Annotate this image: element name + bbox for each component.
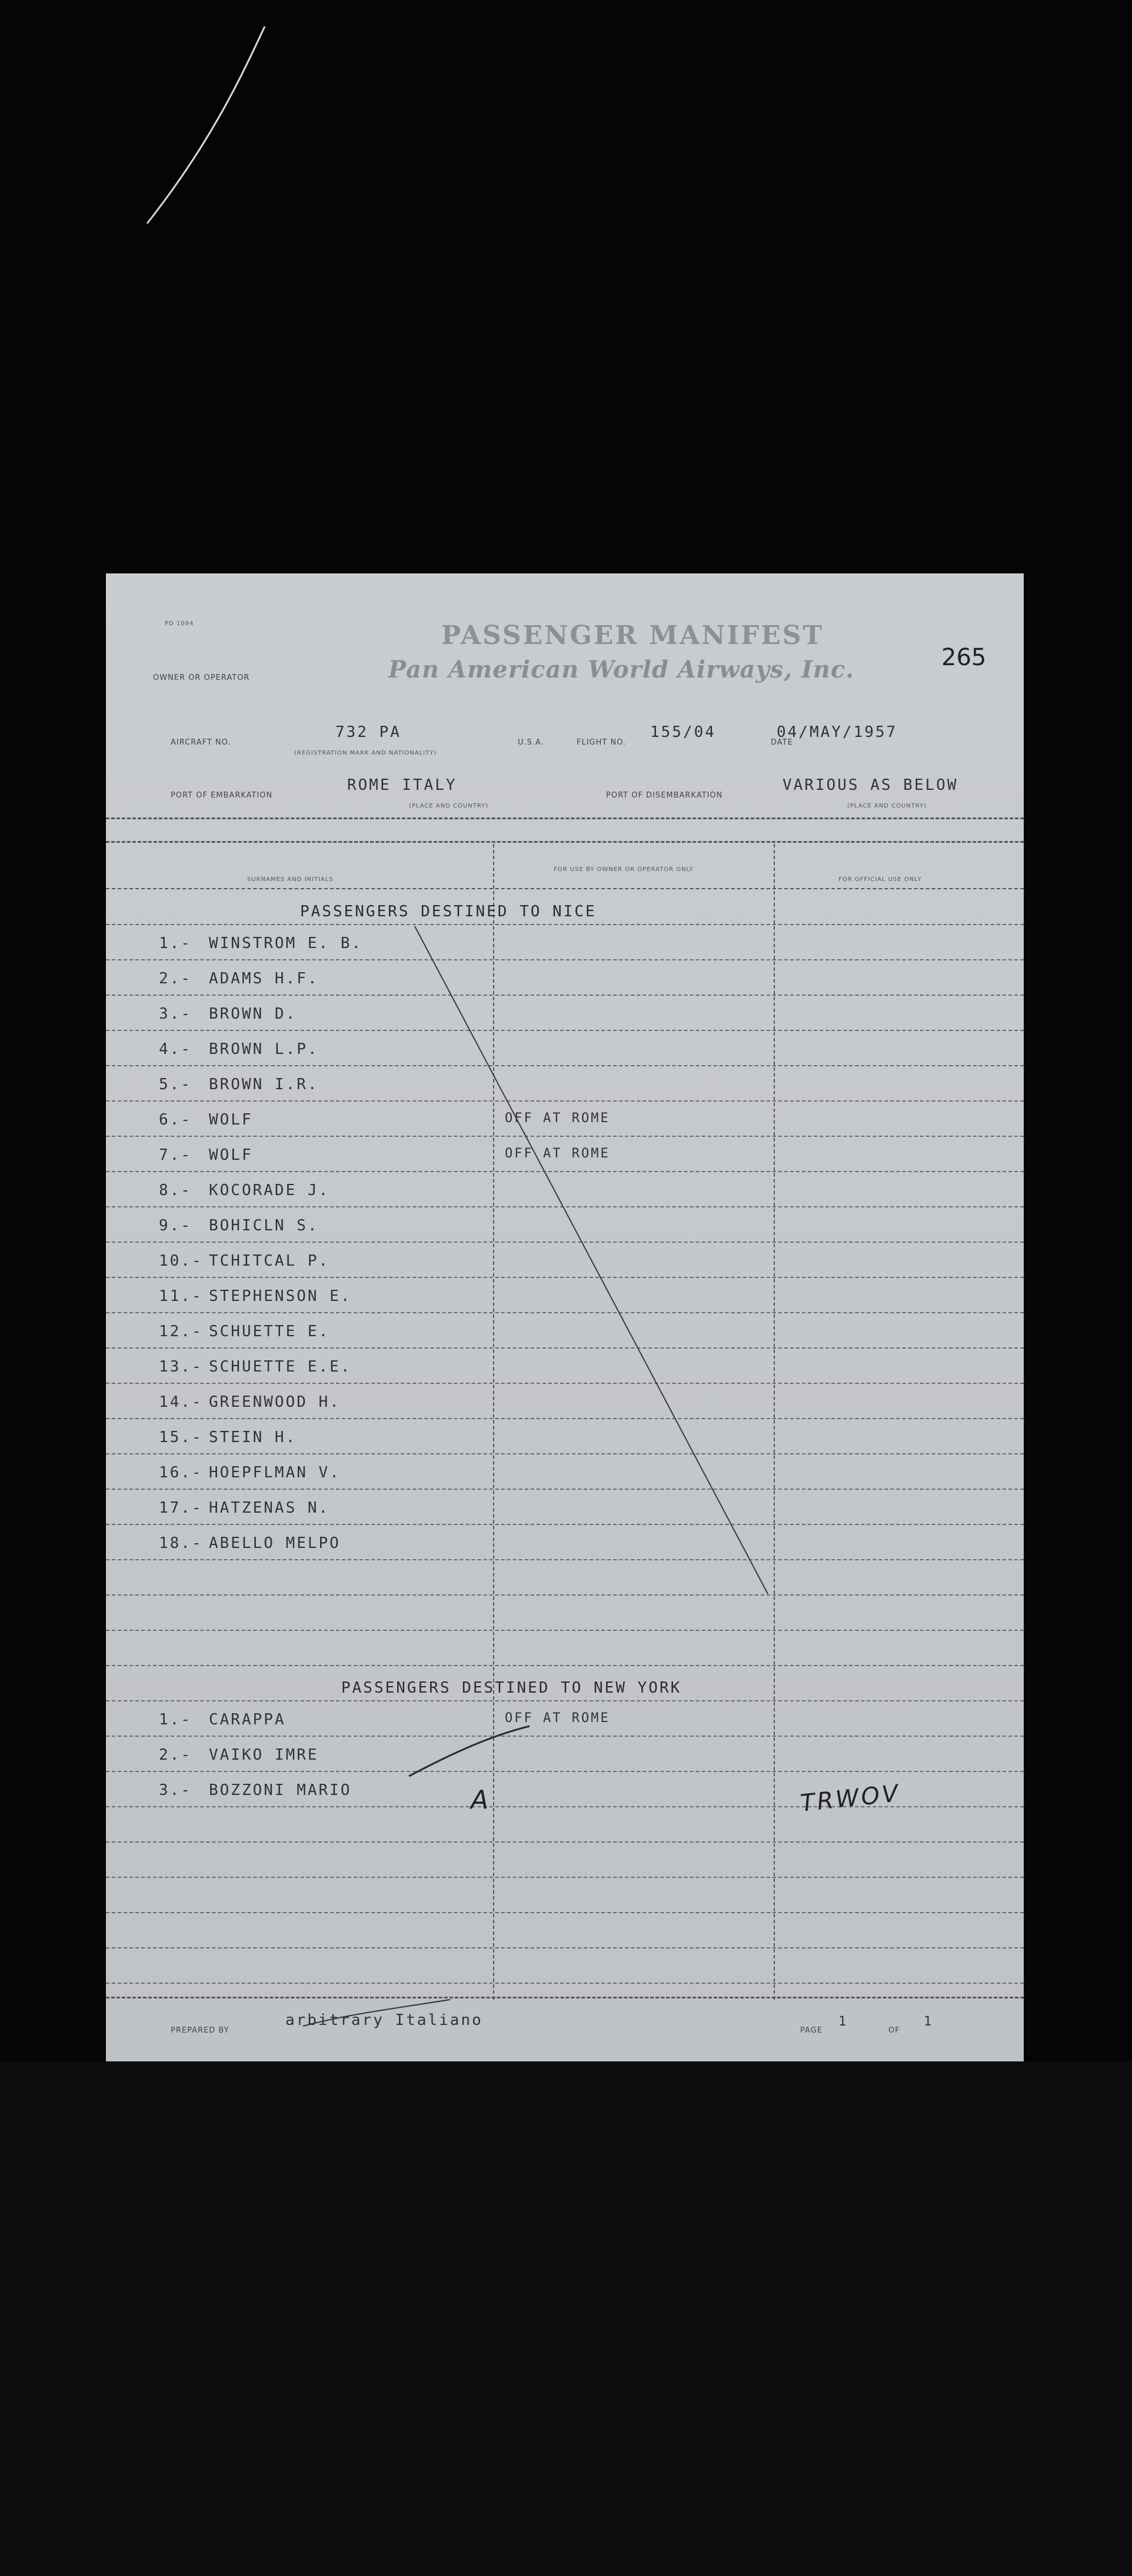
- passenger-row: 14.- GREENWOOD H.: [106, 1384, 1024, 1419]
- passenger-row: 3.- BOZZONI MARIO: [106, 1772, 1024, 1807]
- passenger-row: 13.- SCHUETTE E.E.: [106, 1349, 1024, 1384]
- passenger-manifest-sheet: [106, 573, 1024, 2061]
- passenger-row: 17.- HATZENAS N.: [106, 1490, 1024, 1525]
- document-number: 265: [941, 644, 987, 671]
- disembarkation-sublabel: (PLACE AND COUNTRY): [847, 803, 927, 809]
- date-label: DATE: [771, 738, 793, 747]
- owner-label: OWNER OR OPERATOR: [153, 673, 250, 682]
- company-name: Pan American World Airways, Inc.: [388, 656, 855, 683]
- passenger-row: 5.- BROWN I.R.: [106, 1066, 1024, 1102]
- manifest-title: PASSENGER MANIFEST: [441, 620, 824, 650]
- flight-label: FLIGHT NO.: [577, 738, 627, 747]
- of-label: OF: [888, 2026, 900, 2035]
- handwritten-mark-trwov: TRWOV: [799, 1780, 902, 1817]
- page-total: 1: [924, 2014, 934, 2029]
- film-background-bottom: [0, 2061, 1132, 2576]
- page-label: PAGE: [800, 2026, 823, 2035]
- embarkation-sublabel: (PLACE AND COUNTRY): [409, 803, 489, 809]
- embarkation-value: ROME ITALY: [347, 776, 457, 794]
- passenger-row: 16.- HOEPFLMAN V.: [106, 1454, 1024, 1490]
- passenger-row: 10.- TCHITCAL P.: [106, 1243, 1024, 1278]
- passenger-row: 1.- CARAPPA OFF AT ROME: [106, 1701, 1024, 1737]
- passenger-row: 11.- STEPHENSON E.: [106, 1278, 1024, 1313]
- passenger-row: 7.- WOLF OFF AT ROME: [106, 1137, 1024, 1172]
- disembarkation-label: PORT OF DISEMBARKATION: [606, 791, 723, 800]
- passenger-row: 15.- STEIN H.: [106, 1419, 1024, 1454]
- passenger-row: 8.- KOCORADE J.: [106, 1172, 1024, 1207]
- section-heading-nice: PASSENGERS DESTINED TO NICE: [300, 903, 597, 920]
- passenger-row: 9.- BOHICLN S.: [106, 1207, 1024, 1243]
- embarkation-label: PORT OF EMBARKATION: [171, 791, 273, 800]
- column-header-official-use: FOR OFFICIAL USE ONLY: [838, 876, 922, 883]
- passenger-row: 2.- ADAMS H.F.: [106, 960, 1024, 996]
- passenger-row: 1.- WINSTROM E. B.: [106, 925, 1024, 960]
- column-header-names: SURNAMES AND INITIALS: [247, 876, 334, 883]
- prepared-by-value: arbitrary Italiano: [285, 2011, 483, 2029]
- signature-stroke: [300, 1997, 453, 2032]
- form-code: PD 1094: [165, 620, 194, 627]
- passenger-row: 12.- SCHUETTE E.: [106, 1313, 1024, 1349]
- usa-label: U.S.A.: [518, 738, 544, 747]
- handwritten-mark-a: A: [471, 1785, 489, 1815]
- passenger-row: 4.- BROWN L.P.: [106, 1031, 1024, 1066]
- aircraft-sublabel: (REGISTRATION MARK AND NATIONALITY): [294, 750, 437, 756]
- passenger-row: 6.- WOLF OFF AT ROME: [106, 1102, 1024, 1137]
- section-heading-newyork: PASSENGERS DESTINED TO NEW YORK: [341, 1679, 682, 1697]
- aircraft-label: AIRCRAFT NO.: [171, 738, 231, 747]
- disembarkation-value: VARIOUS AS BELOW: [783, 776, 958, 794]
- date-value: 04/MAY/1957: [777, 723, 898, 741]
- page-number: 1: [838, 2014, 848, 2029]
- prepared-by-label: PREPARED BY: [171, 2026, 229, 2035]
- film-scratch-mark: [141, 24, 282, 235]
- flight-value: 155/04: [650, 723, 716, 741]
- passenger-row: 3.- BROWN D.: [106, 996, 1024, 1031]
- aircraft-value: 732 PA: [335, 723, 401, 741]
- passenger-row: 2.- VAIKO IMRE: [106, 1737, 1024, 1772]
- column-header-owner-use: FOR USE BY OWNER OR OPERATOR ONLY: [554, 866, 694, 873]
- pencil-strike-line: [106, 573, 1024, 2061]
- passenger-row: 18.- ABELLO MELPO: [106, 1525, 1024, 1560]
